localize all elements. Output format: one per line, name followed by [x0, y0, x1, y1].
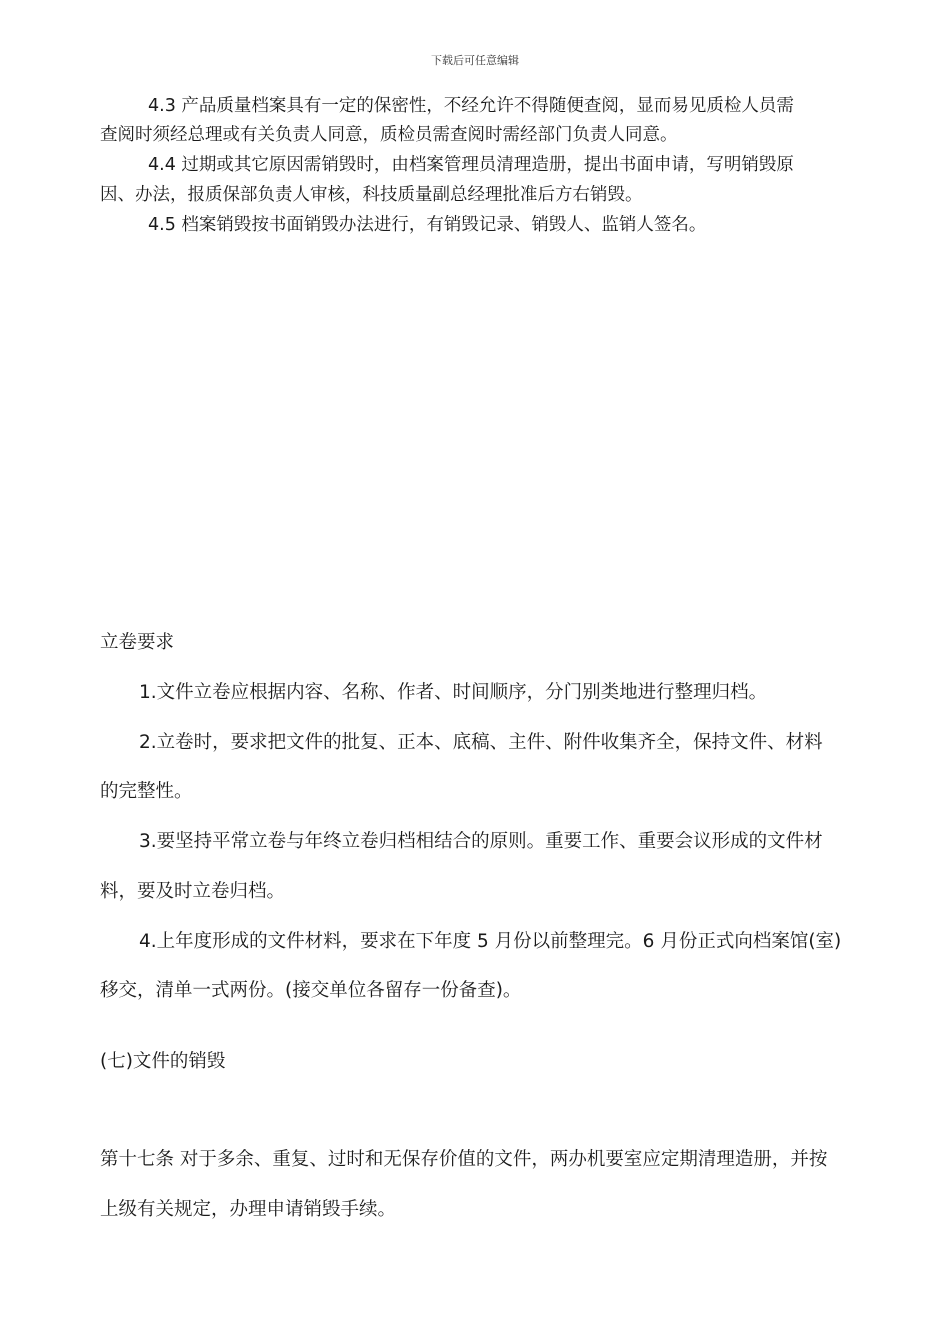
paragraph-4-5: 4.5 档案销毁按书面销毁办法进行，有销毁记录、销毁人、监销人签名。: [148, 215, 707, 235]
section-heading-document-destruction: (七)文件的销毁: [100, 1051, 226, 1072]
article-17-line-1: 第十七条 对于多余、重复、过时和无保存价值的文件，两办机要室应定期清理造册，并按: [100, 1149, 828, 1170]
requirement-4-line-2: 移交，清单一式两份。(接交单位各留存一份备查)。: [100, 980, 522, 1001]
paragraph-4-3-line-1: 4.3 产品质量档案具有一定的保密性，不经允许不得随便查阅，显而易见质检人员需: [148, 96, 794, 116]
paragraph-4-4-line-2: 因、办法，报质保部负责人审核，科技质量副总经理批准后方右销毁。: [100, 185, 643, 205]
requirement-3-line-1: 3.要坚持平常立卷与年终立卷归档相结合的原则。重要工作、重要会议形成的文件材: [139, 831, 823, 852]
page-header: 下载后可任意编辑: [431, 54, 519, 67]
requirement-4-line-1: 4.上年度形成的文件材料，要求在下年度 5 月份以前整理完。6 月份正式向档案馆(室): [139, 931, 842, 952]
requirement-1: 1.文件立卷应根据内容、名称、作者、时间顺序，分门别类地进行整理归档。: [139, 682, 768, 703]
article-17-line-2: 上级有关规定，办理申请销毁手续。: [100, 1199, 397, 1220]
requirement-3-line-2: 料，要及时立卷归档。: [100, 881, 286, 902]
requirement-2-line-2: 的完整性。: [100, 781, 193, 802]
paragraph-4-3-line-2: 查阅时须经总理或有关负责人同意，质检员需查阅时需经部门负责人同意。: [100, 125, 678, 145]
requirement-2-line-1: 2.立卷时，要求把文件的批复、正本、底稿、主件、附件收集齐全，保持文件、材料: [139, 732, 823, 753]
section-heading-filing-requirements: 立卷要求: [100, 632, 175, 653]
paragraph-4-4-line-1: 4.4 过期或其它原因需销毁时，由档案管理员清理造册，提出书面申请，写明销毁原: [148, 155, 794, 175]
